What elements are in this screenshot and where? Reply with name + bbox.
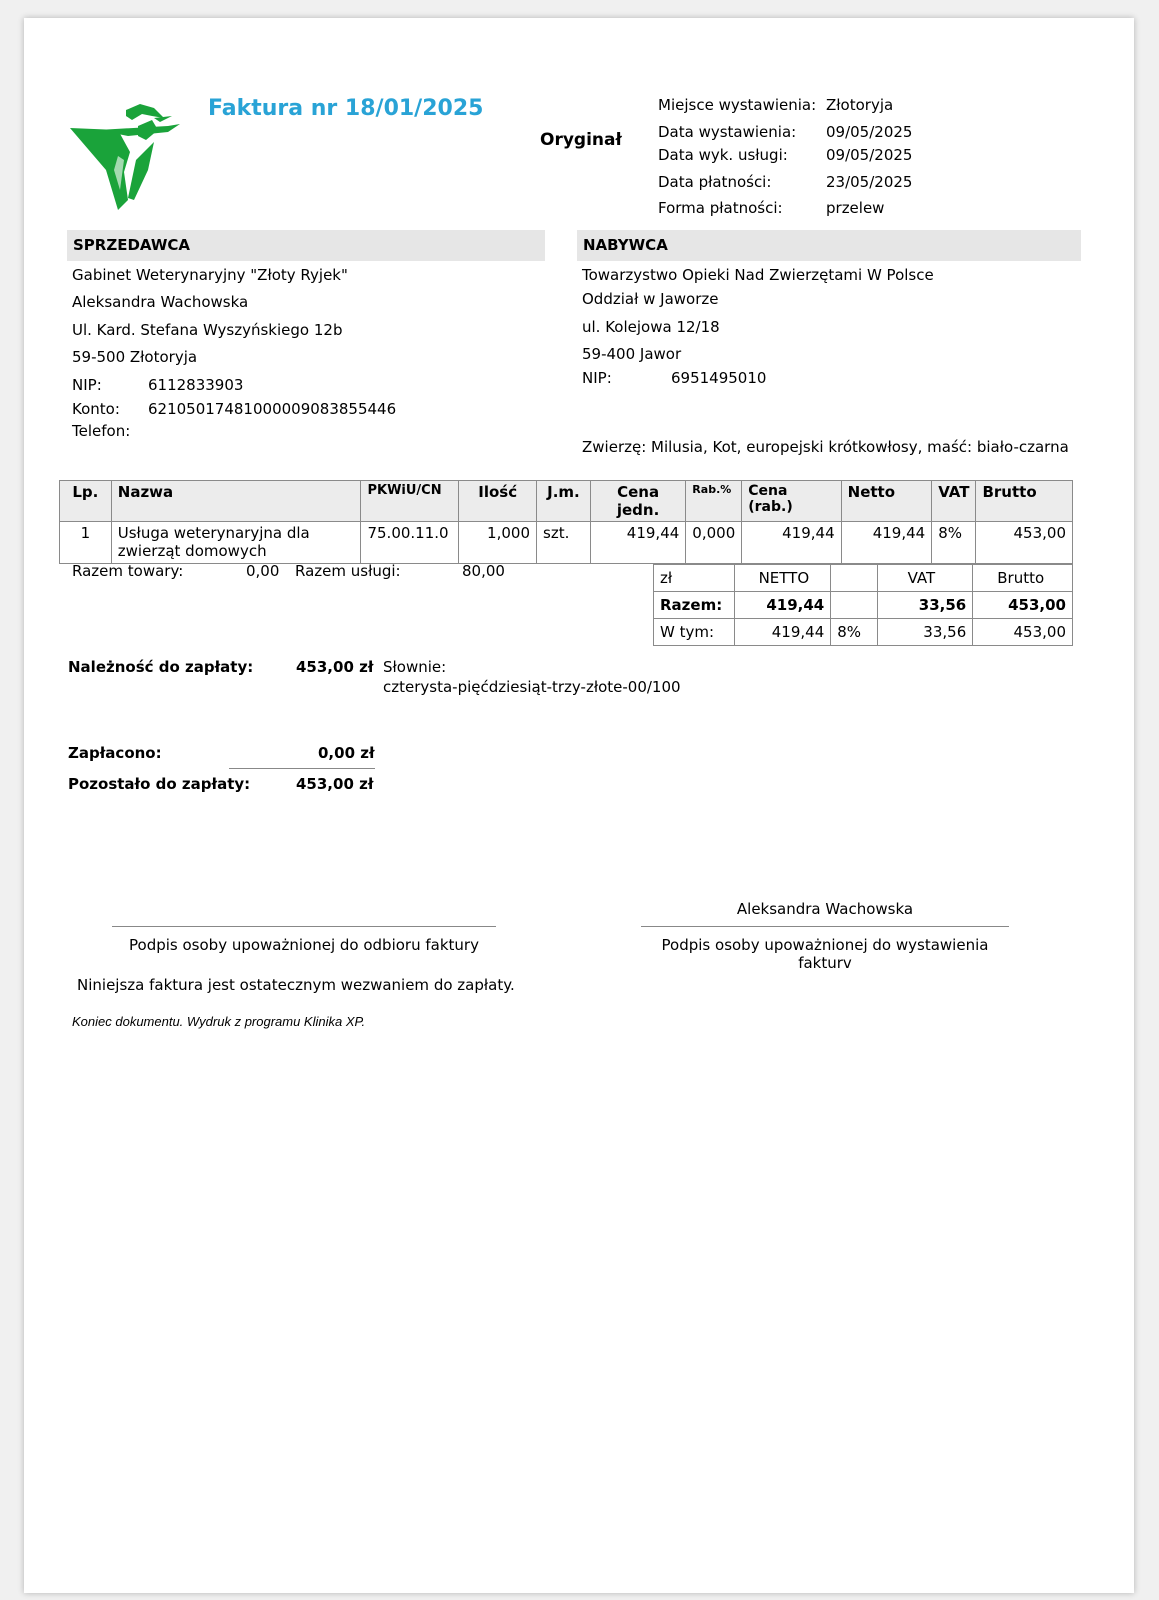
services-total-label: Razem usługi: bbox=[295, 562, 401, 580]
meta-value: przelew bbox=[826, 199, 885, 217]
col-lp: Lp. bbox=[60, 481, 112, 522]
cell-vat: 8% bbox=[932, 522, 976, 564]
table-row bbox=[60, 522, 1073, 564]
amount-words-value: czterysta-pięćdziesiąt-trzy-złote-00/100 bbox=[383, 678, 681, 696]
buyer-street: ul. Kolejowa 12/18 bbox=[582, 318, 720, 336]
cell-discount: 0,000 bbox=[686, 522, 742, 564]
buyer-name: Towarzystwo Opieki Nad Zwierzętami W Polsce bbox=[582, 266, 934, 284]
cell-name: Usługa weterynaryjna dla zwierząt domowych bbox=[111, 522, 361, 564]
summary-detail-rate: 8% bbox=[831, 619, 877, 646]
meta-row: Data wyk. usługi: bbox=[658, 146, 788, 164]
copy-label: Oryginał bbox=[540, 130, 622, 150]
invoice-page bbox=[24, 18, 1134, 1593]
summary-total-vat: 33,56 bbox=[877, 592, 973, 619]
col-net: Netto bbox=[841, 481, 932, 522]
issuer-caption-line-2: fakturv bbox=[798, 954, 852, 972]
receiver-signature-caption: Podpis osoby upoważnionej do odbioru faktury bbox=[129, 936, 479, 954]
buyer-branch: Oddział w Jaworze bbox=[582, 290, 719, 308]
paid-divider bbox=[229, 768, 375, 769]
summary-detail-gross: 453,00 bbox=[973, 619, 1073, 646]
col-discounted-price: Cena (rab.) bbox=[742, 481, 841, 522]
col-gross: Brutto bbox=[976, 481, 1073, 522]
issuer-signature-caption bbox=[641, 936, 1009, 972]
items-table bbox=[59, 480, 1073, 564]
summary-total-row bbox=[654, 592, 1073, 619]
end-note: Koniec dokumentu. Wydruk z programu Klinika XP. bbox=[72, 1014, 366, 1029]
meta-row: Data płatności: bbox=[658, 173, 772, 191]
seller-nip-label: NIP: bbox=[72, 376, 102, 394]
summary-total-gross: 453,00 bbox=[973, 592, 1073, 619]
seller-account-label: Konto: bbox=[72, 400, 120, 418]
buyer-heading: NABYWCA bbox=[577, 230, 1081, 261]
seller-phone-label: Telefon: bbox=[72, 422, 131, 440]
meta-value: 09/05/2025 bbox=[826, 146, 913, 164]
cell-discounted-price: 419,44 bbox=[742, 522, 841, 564]
summary-detail-label: W tym: bbox=[654, 619, 735, 646]
receiver-signature-line bbox=[112, 926, 496, 927]
animal-info: Zwierzę: Milusia, Kot, europejski krótkowłosy, maść: biało-czarna bbox=[582, 438, 1069, 456]
services-total-value: 80,00 bbox=[462, 562, 505, 580]
buyer-nip-label: NIP: bbox=[582, 369, 612, 387]
summary-net-header: NETTO bbox=[734, 565, 831, 592]
paid-label: Zapłacono: bbox=[68, 744, 162, 762]
meta-value: Złotoryja bbox=[826, 96, 894, 114]
amount-words-label: Słownie: bbox=[383, 658, 447, 676]
summary-detail-row bbox=[654, 619, 1073, 646]
vat-summary-table bbox=[653, 564, 1073, 646]
cell-lp: 1 bbox=[60, 522, 112, 564]
summary-currency: zł bbox=[654, 565, 735, 592]
meta-row: Data wystawienia: bbox=[658, 123, 797, 141]
goods-total-value: 0,00 bbox=[246, 562, 280, 580]
cell-qty: 1,000 bbox=[459, 522, 537, 564]
issuer-name: Aleksandra Wachowska bbox=[736, 900, 914, 918]
seller-nip: 6112833903 bbox=[148, 376, 244, 394]
issuer-caption-line-1: Podpis osoby upoważnionej do wystawienia bbox=[661, 936, 989, 954]
col-unit-price: Cena jedn. bbox=[590, 481, 685, 522]
col-unit: J.m. bbox=[537, 481, 591, 522]
final-notice: Niniejsza faktura jest ostatecznym wezwaniem do zapłaty. bbox=[77, 976, 515, 994]
amount-due-label: Należność do zapłaty: bbox=[68, 658, 254, 676]
paid-value: 0,00 zł bbox=[318, 744, 375, 762]
summary-header-row bbox=[654, 565, 1073, 592]
buyer-city: 59-400 Jawor bbox=[582, 345, 682, 363]
meta-row: Miejsce wystawienia: bbox=[658, 96, 817, 114]
seller-heading: SPRZEDAWCA bbox=[67, 230, 545, 261]
summary-total-net: 419,44 bbox=[734, 592, 831, 619]
cell-unit-price: 419,44 bbox=[590, 522, 685, 564]
invoice-title: Faktura nr 18/01/2025 bbox=[208, 96, 484, 121]
seller-city: 59-500 Złotoryja bbox=[72, 348, 198, 366]
col-pkwiu: PKWiU/CN bbox=[361, 481, 459, 522]
summary-rate-header bbox=[831, 565, 877, 592]
remaining-label: Pozostało do zapłaty: bbox=[68, 775, 251, 793]
seller-name: Gabinet Weterynaryjny "Złoty Ryjek" bbox=[72, 266, 348, 284]
summary-vat-header: VAT bbox=[877, 565, 973, 592]
cell-net: 419,44 bbox=[841, 522, 932, 564]
col-vat: VAT bbox=[932, 481, 976, 522]
remaining-value: 453,00 zł bbox=[296, 775, 374, 793]
items-header-row bbox=[60, 481, 1073, 522]
cell-pkwiu: 75.00.11.0 bbox=[361, 522, 459, 564]
veterinary-bird-logo-icon bbox=[68, 100, 186, 212]
amount-due-value: 453,00 zł bbox=[296, 658, 374, 676]
buyer-nip: 6951495010 bbox=[671, 369, 767, 387]
summary-detail-net: 419,44 bbox=[734, 619, 831, 646]
seller-account: 62105017481000009083855446 bbox=[148, 400, 397, 418]
col-qty: Ilość bbox=[459, 481, 537, 522]
meta-value: 23/05/2025 bbox=[826, 173, 913, 191]
issuer-signature-line bbox=[641, 926, 1009, 927]
summary-total-rate bbox=[831, 592, 877, 619]
seller-person: Aleksandra Wachowska bbox=[72, 293, 249, 311]
col-name: Nazwa bbox=[111, 481, 361, 522]
meta-value: 09/05/2025 bbox=[826, 123, 913, 141]
summary-detail-vat: 33,56 bbox=[877, 619, 973, 646]
goods-total-label: Razem towary: bbox=[72, 562, 184, 580]
col-discount: Rab.% bbox=[686, 481, 742, 522]
cell-unit: szt. bbox=[537, 522, 591, 564]
summary-total-label: Razem: bbox=[654, 592, 735, 619]
seller-street: Ul. Kard. Stefana Wyszyńskiego 12b bbox=[72, 321, 343, 339]
cell-gross: 453,00 bbox=[976, 522, 1073, 564]
meta-row: Forma płatności: bbox=[658, 199, 783, 217]
summary-gross-header: Brutto bbox=[973, 565, 1073, 592]
